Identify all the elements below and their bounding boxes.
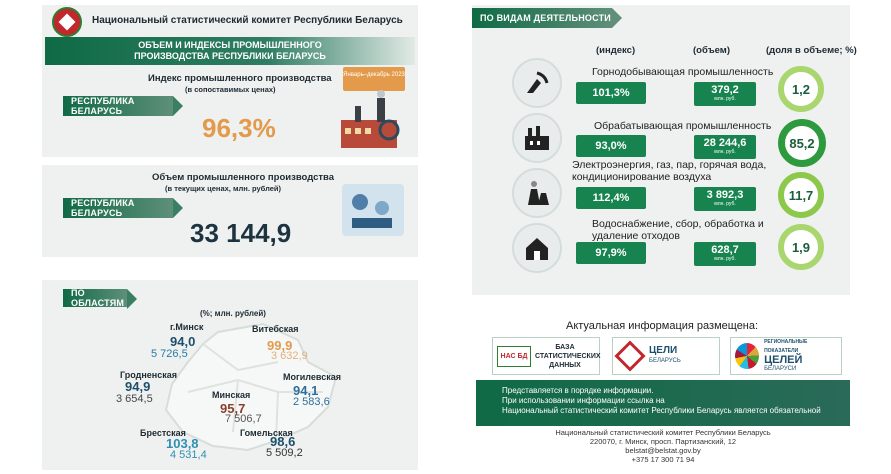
region-minsk-city-name: г.Минск xyxy=(170,322,204,332)
goals-label-1: ЦЕЛИ xyxy=(649,345,678,356)
col-index-header: (индекс) xyxy=(596,45,636,56)
activity-1-volume: 379,2 xyxy=(711,84,739,96)
factory-illustration xyxy=(337,90,411,152)
region-brest-volume: 4 531,4 xyxy=(170,449,207,461)
region-gomel-volume: 5 509,2 xyxy=(266,447,303,459)
activity-3-share: 11,7 xyxy=(788,187,814,203)
region-mogilev-volume: 2 583,6 xyxy=(293,396,330,408)
region-minsk-oblast-volume: 7 506,7 xyxy=(225,413,262,425)
footer-line1: Национальный статистический комитет Республики Беларусь xyxy=(555,428,771,437)
activity-3-volume: 3 892,3 xyxy=(706,189,744,201)
activity-4-volume-box xyxy=(694,242,756,266)
regional-label xyxy=(764,338,837,374)
activity-1-label: Горнодобывающая промышленность xyxy=(592,66,774,78)
region-vitebsk-volume: 3 632,9 xyxy=(271,350,308,362)
regional-label-1: РЕГИОНАЛЬНЫЕ ПОКАЗАТЕЛИ xyxy=(764,339,808,354)
regional-goals-link[interactable] xyxy=(730,337,842,375)
volume-value: 33 144,9 xyxy=(190,218,292,248)
activity-4-volume: 628,7 xyxy=(711,244,739,256)
volume-subtitle: (в текущих ценах, млн. рублей) xyxy=(165,184,282,193)
region-grodno-index: 94,9 xyxy=(125,379,151,394)
section-title-line2: ПРОИЗВОДСТВА РЕСПУБЛИКИ БЕЛАРУСЬ xyxy=(134,51,326,61)
db-badge: НАС БД xyxy=(497,346,531,367)
activity-1-unit: млн. руб. xyxy=(714,96,736,102)
regional-label-3: БЕЛАРУСИ xyxy=(764,366,797,372)
region-brest-name: Брестская xyxy=(140,428,186,438)
activity-3-share-ring xyxy=(778,172,824,218)
footer-phone: +375 17 300 71 94 xyxy=(631,455,695,464)
region-minsk-oblast-name: Минская xyxy=(212,390,251,400)
activity-4-share-ring xyxy=(778,224,824,270)
notice-panel xyxy=(476,380,850,426)
goals-label-2: БЕЛАРУСЬ xyxy=(649,358,681,364)
index-value: 96,3% xyxy=(202,113,276,143)
activity-3-volume-box xyxy=(694,187,756,211)
index-subtitle: (в сопоставимых ценах) xyxy=(185,85,276,94)
col-share-header: (доля в объеме; %) xyxy=(766,45,857,56)
region-minsk-oblast-index: 95,7 xyxy=(220,401,246,416)
org-title: Национальный статистический комитет Республики Беларусь xyxy=(92,15,403,26)
index-title: Индекс промышленного производства xyxy=(148,73,332,84)
notice-line1: Представляется в порядке информации. xyxy=(502,386,654,395)
factory-icon xyxy=(512,113,562,163)
regional-label-2: ЦЕЛЕЙ xyxy=(764,354,803,366)
region-minsk-city-index: 94,0 xyxy=(170,334,196,349)
activity-4-unit: млн. руб. xyxy=(714,256,736,262)
activity-1-share: 1,2 xyxy=(791,81,811,97)
db-label: БАЗА СТАТИСТИЧЕСКИХ ДАННЫХ xyxy=(535,343,601,369)
section-title-line1: ОБЪЕМ И ИНДЕКСЫ ПРОМЫШЛЕННОГО xyxy=(138,40,322,50)
activity-3-unit: млн. руб. xyxy=(714,201,736,207)
sdg-wheel-icon xyxy=(735,343,759,369)
col-volume-header: (объем) xyxy=(693,45,730,56)
power-plant-icon xyxy=(512,168,562,218)
region-gomel-index: 98,6 xyxy=(270,434,296,449)
goals-link[interactable] xyxy=(612,337,720,375)
region-grodno-name: Гродненская xyxy=(120,370,177,380)
notice-line2: При использовании информации ссылка на xyxy=(502,396,665,405)
activity-2-label: Обрабатывающая промышленность xyxy=(594,120,772,132)
index-region-tag: РЕСПУБЛИКА БЕЛАРУСЬ xyxy=(63,96,173,116)
region-brest-index: 103,8 xyxy=(166,436,199,451)
volume-region-tag: РЕСПУБЛИКА БЕЛАРУСЬ xyxy=(63,198,173,218)
activities-tag-arrow xyxy=(612,8,622,28)
activity-2-share: 85,2 xyxy=(789,135,815,151)
logo-emblem xyxy=(59,14,76,31)
region-vitebsk-index: 99,9 xyxy=(267,338,293,353)
footer xyxy=(476,428,850,464)
activity-2-share-ring xyxy=(778,119,826,167)
footer-email[interactable]: belstat@belstat.gov.by xyxy=(625,446,701,455)
activity-2-unit: млн. руб. xyxy=(714,149,736,155)
regions-tag: ПО ОБЛАСТЯМ xyxy=(63,289,127,307)
activity-4-share: 1,9 xyxy=(791,239,811,255)
footer-line2: 220070, г. Минск, просп. Партизанский, 12 xyxy=(589,437,737,446)
section-title-bar xyxy=(45,37,415,65)
analytics-illustration xyxy=(338,180,408,240)
water-house-icon xyxy=(512,223,562,273)
region-gomel-name: Гомельская xyxy=(240,428,293,438)
links-title: Актуальная информация размещена: xyxy=(566,320,759,332)
activity-3-index: 112,4% xyxy=(576,187,646,209)
mining-icon xyxy=(512,58,562,108)
activity-3-label: Электроэнергия, газ, пар, горячая вода, кондиционирование воздуха xyxy=(572,159,767,183)
region-grodno-volume: 3 654,5 xyxy=(116,393,153,405)
activity-2-index: 93,0% xyxy=(576,135,646,157)
region-vitebsk-name: Витебская xyxy=(252,324,299,334)
activity-4-label: Водоснабжение, сбор, обработка и удаление отходов xyxy=(592,218,764,242)
activity-4-index: 97,9% xyxy=(576,242,646,264)
activity-1-index: 101,3% xyxy=(576,82,646,104)
goals-label xyxy=(649,346,681,366)
database-link[interactable] xyxy=(492,337,600,375)
region-mogilev-name: Могилевская xyxy=(283,372,341,382)
notice-line3: Национальный статистический комитет Республики Беларусь является обязательной xyxy=(502,406,821,415)
region-mogilev-index: 94,1 xyxy=(293,383,319,398)
activity-2-volume-box xyxy=(694,135,756,159)
region-minsk-city-volume: 5 726,5 xyxy=(151,348,188,360)
belstat-logo xyxy=(52,7,82,37)
activity-1-share-ring xyxy=(778,66,824,112)
period-badge: Январь–декабрь 2023 xyxy=(343,67,405,91)
activity-2-volume: 28 244,6 xyxy=(703,137,747,149)
activities-tag: ПО ВИДАМ ДЕЯТЕЛЬНОСТИ xyxy=(472,8,612,28)
goals-icon xyxy=(614,340,645,371)
volume-title: Объем промышленного производства xyxy=(152,172,335,183)
regions-unit-note: (%; млн. рублей) xyxy=(200,309,266,318)
factory-chimney xyxy=(377,98,385,122)
activity-1-volume-box xyxy=(694,82,756,106)
factory-chimney-small xyxy=(355,106,361,122)
